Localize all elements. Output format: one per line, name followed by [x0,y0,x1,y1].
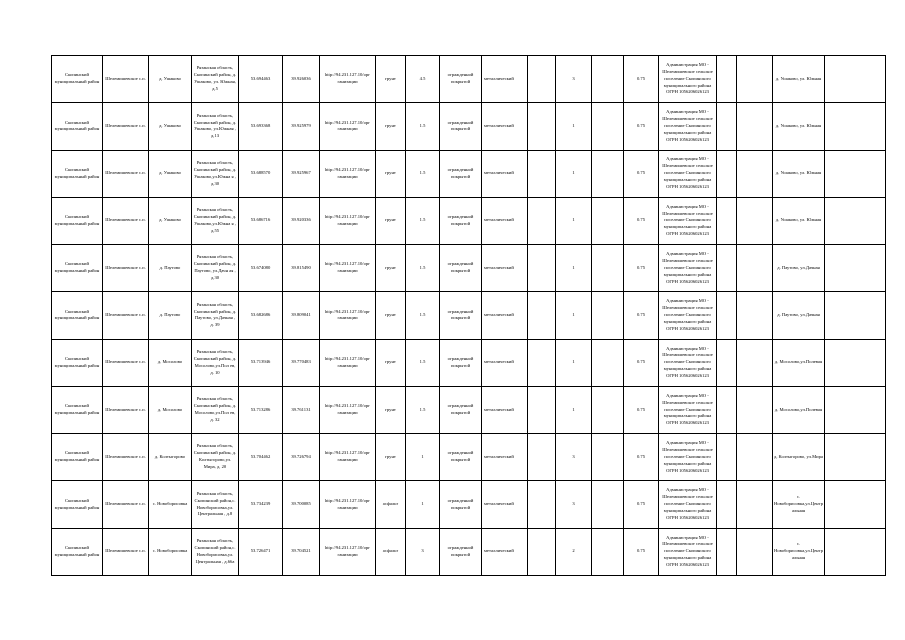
table-row [52,386,886,433]
volume-cell: 0.75 [624,481,659,528]
empty-cell [717,339,737,386]
owner-cell: Администрация МО - Шелемишевское сельское поселение Скопинского муниципального района ОГРН 1056206026123 [659,56,717,103]
quantity-cell: 2 [556,528,592,575]
table-row [52,528,886,575]
surface-cell: грунт [376,386,406,433]
area-cell: 3 [406,528,440,575]
district-cell: Скопинский муниципальный район [52,292,103,339]
empty-cell [825,339,886,386]
owner-cell: Администрация МО - Шелемишевское сельское поселение Скопинского муниципального района ОГРН 1056206026123 [659,339,717,386]
address-cell: Рязанская область, Скопинский район, д. Паутово, ул.Дачн ая , д.30 [192,245,239,292]
container-type-cell: металлический [482,339,528,386]
coverage-cell: огражденной покрытой [440,481,482,528]
empty-cell [825,292,886,339]
latitude-cell: 53.694463 [239,56,283,103]
empty-cell [528,150,556,197]
district-cell: Скопинский муниципальный район [52,56,103,103]
locality-cell: с. Новоборисовка [149,528,192,575]
empty-cell [737,434,773,481]
settlement-cell: Шелемишевское с.п. [103,245,149,292]
empty-cell [737,245,773,292]
container-type-cell: металлический [482,434,528,481]
empty-cell [528,103,556,150]
volume-cell: 0.75 [624,56,659,103]
volume-cell: 0.75 [624,386,659,433]
address-cell: Рязанская область, Скопинский район,с. Новоборисовка,ул. Центральная , д.66а [192,528,239,575]
longitude-cell: 39.770483 [283,339,320,386]
longitude-cell: 39.815490 [283,245,320,292]
volume-cell: 0.75 [624,150,659,197]
container-type-cell: металлический [482,245,528,292]
empty-cell [717,528,737,575]
empty-cell [717,103,737,150]
district-cell: Скопинский муниципальный район [52,103,103,150]
link-cell: http://94.231.127.10/орг ганизации [320,481,376,528]
table-row [52,481,886,528]
settlement-cell: Шелемишевское с.п. [103,292,149,339]
container-type-cell: металлический [482,103,528,150]
latitude-cell: 53.693368 [239,103,283,150]
source-cell: д. Ушаково, ул. Южная [773,56,825,103]
address-cell: Рязанская область, Скопинский район, д. Ушаково,ул.Южна я , д.55 [192,197,239,244]
volume-cell: 0.75 [624,245,659,292]
district-cell: Скопинский муниципальный район [52,528,103,575]
source-cell: д. Мосолово,ул.Полевая [773,386,825,433]
settlement-cell: Шелемишевское с.п. [103,481,149,528]
coverage-cell: огражденной покрытой [440,245,482,292]
coverage-cell: огражденной покрытой [440,103,482,150]
source-cell: д. Паутово, ул.Дачная [773,245,825,292]
container-type-cell: металлический [482,150,528,197]
surface-cell: асфальт [376,528,406,575]
container-type-cell: металлический [482,386,528,433]
area-cell: 1 [406,481,440,528]
latitude-cell: 53.686716 [239,197,283,244]
owner-cell: Администрация МО - Шелемишевское сельское поселение Скопинского муниципального района ОГРН 1056206026123 [659,386,717,433]
table-row [52,339,886,386]
owner-cell: Администрация МО - Шелемишевское сельское поселение Скопинского муниципального района ОГРН 1056206026123 [659,245,717,292]
quantity-cell: 1 [556,197,592,244]
link-cell: http://94.231.127.10/орг ганизации [320,434,376,481]
link-cell: http://94.231.127.10/орг ганизации [320,103,376,150]
district-cell: Скопинский муниципальный район [52,339,103,386]
empty-cell [825,150,886,197]
coverage-cell: огражденной покрытой [440,292,482,339]
container-type-cell: металлический [482,197,528,244]
empty-cell [592,528,624,575]
quantity-cell: 1 [556,150,592,197]
locality-cell: д. Паутово [149,292,192,339]
quantity-cell: 1 [556,386,592,433]
source-cell: с. Новоборисовка,ул.Центральная [773,528,825,575]
owner-cell: Администрация МО - Шелемишевское сельское поселение Скопинского муниципального района ОГРН 1056206026123 [659,528,717,575]
link-cell: http://94.231.127.10/орг ганизации [320,245,376,292]
quantity-cell: 3 [556,56,592,103]
area-cell: 1.5 [406,292,440,339]
longitude-cell: 39.925967 [283,150,320,197]
source-cell: д. Колтыгорово, ул.Мира [773,434,825,481]
owner-cell: Администрация МО - Шелемишевское сельское поселение Скопинского муниципального района ОГРН 1056206026123 [659,103,717,150]
volume-cell: 0.75 [624,528,659,575]
source-cell: д. Паутово, ул.Дачная [773,292,825,339]
latitude-cell: 53.734239 [239,481,283,528]
settlement-cell: Шелемишевское с.п. [103,386,149,433]
source-cell: д. Ушаково, ул. Южная [773,197,825,244]
longitude-cell: 39.926036 [283,56,320,103]
surface-cell: грунт [376,150,406,197]
empty-cell [717,434,737,481]
link-cell: http://94.231.127.10/орг ганизации [320,197,376,244]
empty-cell [737,481,773,528]
empty-cell [825,386,886,433]
settlement-cell: Шелемишевское с.п. [103,528,149,575]
locality-cell: д. Ушаково [149,56,192,103]
longitude-cell: 39.920336 [283,197,320,244]
surface-cell: грунт [376,56,406,103]
settlement-cell: Шелемишевское с.п. [103,197,149,244]
latitude-cell: 53.688570 [239,150,283,197]
quantity-cell: 1 [556,245,592,292]
coverage-cell: огражденной покрытой [440,150,482,197]
coverage-cell: огражденной покрытой [440,339,482,386]
latitude-cell: 53.713946 [239,339,283,386]
source-cell: д. Мосолово,ул.Полевая [773,339,825,386]
empty-cell [825,197,886,244]
empty-cell [737,150,773,197]
empty-cell [717,245,737,292]
coverage-cell: огражденной покрытой [440,434,482,481]
empty-cell [737,528,773,575]
area-cell: 1.5 [406,197,440,244]
empty-cell [737,103,773,150]
volume-cell: 0.75 [624,103,659,150]
district-cell: Скопинский муниципальный район [52,434,103,481]
empty-cell [528,197,556,244]
empty-cell [717,150,737,197]
district-cell: Скопинский муниципальный район [52,245,103,292]
empty-cell [717,197,737,244]
surface-cell: грунт [376,434,406,481]
area-cell: 1.5 [406,245,440,292]
quantity-cell: 1 [556,339,592,386]
address-cell: Рязанская область, Скопинский район, д. Мосолово,ул.Пол ев, д. 32 [192,386,239,433]
latitude-cell: 53.674080 [239,245,283,292]
empty-cell [825,481,886,528]
empty-cell [717,481,737,528]
source-cell: д. Ушаково, ул. Южная [773,150,825,197]
container-type-cell: металлический [482,481,528,528]
link-cell: http://94.231.127.10/орг ганизации [320,150,376,197]
surface-cell: грунт [376,103,406,150]
address-cell: Рязанская область, Скопинский район, д. Ушаково, ул. Южная, д.5 [192,56,239,103]
quantity-cell: 3 [556,481,592,528]
table-row [52,434,886,481]
empty-cell [825,528,886,575]
empty-cell [737,386,773,433]
link-cell: http://94.231.127.10/орг ганизации [320,292,376,339]
settlement-cell: Шелемишевское с.п. [103,339,149,386]
container-type-cell: металлический [482,528,528,575]
surface-cell: грунт [376,245,406,292]
area-cell: 4.5 [406,56,440,103]
area-cell: 1.5 [406,386,440,433]
latitude-cell: 53.726471 [239,528,283,575]
locality-cell: д. Ушаково [149,150,192,197]
owner-cell: Администрация МО - Шелемишевское сельское поселение Скопинского муниципального района ОГРН 1056206026123 [659,197,717,244]
empty-cell [737,339,773,386]
empty-cell [528,245,556,292]
volume-cell: 0.75 [624,292,659,339]
table-row [52,197,886,244]
table-row [52,150,886,197]
address-cell: Рязанская область, Скопинский район, д. Паутово, ул.Дачная , д. 39 [192,292,239,339]
container-type-cell: металлический [482,56,528,103]
surface-cell: грунт [376,197,406,244]
longitude-cell: 39.809041 [283,292,320,339]
surface-cell: асфальт [376,481,406,528]
settlement-cell: Шелемишевское с.п. [103,103,149,150]
volume-cell: 0.75 [624,339,659,386]
table-row [52,103,886,150]
registry-table [51,55,886,576]
empty-cell [528,339,556,386]
empty-cell [717,292,737,339]
empty-cell [528,56,556,103]
quantity-cell: 3 [556,434,592,481]
link-cell: http://94.231.127.10/орг ганизации [320,528,376,575]
empty-cell [592,292,624,339]
locality-cell: д. Мосолово [149,339,192,386]
empty-cell [592,150,624,197]
area-cell: 1.5 [406,103,440,150]
empty-cell [717,56,737,103]
quantity-cell: 1 [556,103,592,150]
owner-cell: Администрация МО - Шелемишевское сельское поселение Скопинского муниципального района ОГРН 1056206026123 [659,434,717,481]
empty-cell [737,197,773,244]
table-row [52,245,886,292]
empty-cell [528,434,556,481]
empty-cell [528,292,556,339]
district-cell: Скопинский муниципальный район [52,481,103,528]
table-row [52,56,886,103]
empty-cell [717,386,737,433]
empty-cell [825,434,886,481]
empty-cell [825,103,886,150]
empty-cell [592,481,624,528]
address-cell: Рязанская область, Скопинский район, д. Ушаково,ул.Южна я , д.30 [192,150,239,197]
latitude-cell: 53.713286 [239,386,283,433]
district-cell: Скопинский муниципальный район [52,386,103,433]
longitude-cell: 39.761131 [283,386,320,433]
coverage-cell: огражденной покрытой [440,197,482,244]
source-cell: д. Ушаково, ул. Южная [773,103,825,150]
empty-cell [528,528,556,575]
owner-cell: Администрация МО - Шелемишевское сельское поселение Скопинского муниципального района ОГРН 1056206026123 [659,481,717,528]
longitude-cell: 39.704521 [283,528,320,575]
empty-cell [592,434,624,481]
locality-cell: д. Колтыгорово [149,434,192,481]
empty-cell [737,56,773,103]
empty-cell [825,245,886,292]
empty-cell [592,56,624,103]
container-type-cell: металлический [482,292,528,339]
empty-cell [592,339,624,386]
district-cell: Скопинский муниципальный район [52,150,103,197]
locality-cell: д. Паутово [149,245,192,292]
district-cell: Скопинский муниципальный район [52,197,103,244]
address-cell: Рязанская область, Скопинский район, д. Ушаково, ул.Южная , д.13 [192,103,239,150]
quantity-cell: 1 [556,292,592,339]
link-cell: http://94.231.127.10/орг ганизации [320,339,376,386]
locality-cell: д. Ушаково [149,197,192,244]
area-cell: 1.5 [406,150,440,197]
source-cell: с. Новоборисовка,ул.Центральная [773,481,825,528]
empty-cell [592,245,624,292]
coverage-cell: огражденной покрытой [440,386,482,433]
area-cell: 1.5 [406,339,440,386]
table-row [52,292,886,339]
locality-cell: д. Ушаково [149,103,192,150]
owner-cell: Администрация МО - Шелемишевское сельское поселение Скопинского муниципального района ОГРН 1056206026123 [659,292,717,339]
empty-cell [592,386,624,433]
latitude-cell: 53.704462 [239,434,283,481]
settlement-cell: Шелемишевское с.п. [103,56,149,103]
empty-cell [825,56,886,103]
link-cell: http://94.231.127.10/орг ганизации [320,56,376,103]
coverage-cell: огражденной покрытой [440,56,482,103]
empty-cell [737,292,773,339]
locality-cell: с. Новоборисовка [149,481,192,528]
settlement-cell: Шелемишевское с.п. [103,434,149,481]
longitude-cell: 39.726794 [283,434,320,481]
address-cell: Рязанская область, Скопинский район, д. Колтыгорово,ул. Мира, д. 20 [192,434,239,481]
owner-cell: Администрация МО - Шелемишевское сельское поселение Скопинского муниципального района ОГРН 1056206026123 [659,150,717,197]
link-cell: http://94.231.127.10/орг ганизации [320,386,376,433]
longitude-cell: 39.925979 [283,103,320,150]
surface-cell: грунт [376,339,406,386]
empty-cell [528,386,556,433]
volume-cell: 0.75 [624,197,659,244]
longitude-cell: 39.700085 [283,481,320,528]
volume-cell: 0.75 [624,434,659,481]
address-cell: Рязанская область, Скопинский район,с. Новоборисовка,ул. Центральная , д.8 [192,481,239,528]
empty-cell [528,481,556,528]
address-cell: Рязанская область, Скопинский район, д. Мосолово,ул.Пол ев, д. 10 [192,339,239,386]
settlement-cell: Шелемишевское с.п. [103,150,149,197]
area-cell: 1 [406,434,440,481]
surface-cell: грунт [376,292,406,339]
empty-cell [592,103,624,150]
locality-cell: д. Мосолово [149,386,192,433]
latitude-cell: 53.682686 [239,292,283,339]
coverage-cell: огражденной покрытой [440,528,482,575]
empty-cell [592,197,624,244]
